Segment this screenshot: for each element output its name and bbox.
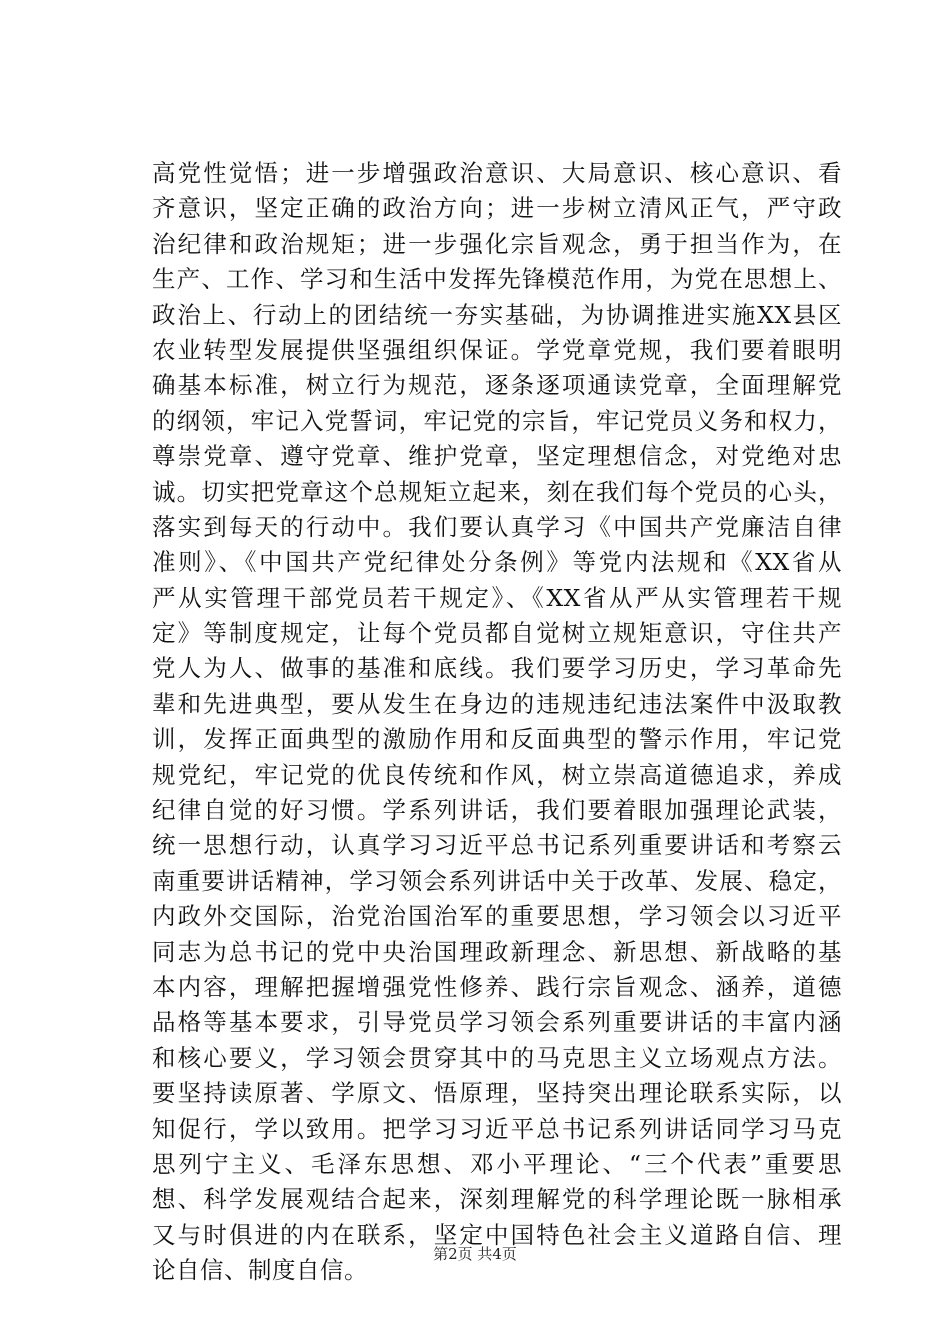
text-line: 本内容，理解把握增强党性修养、践行宗旨观念、涵养，道德 [152,972,842,1001]
text-line: 品格等基本要求，引导党员学习领会系列重要讲话的丰富内涵 [152,1008,842,1037]
text-line: 治纪律和政治规矩；进一步强化宗旨观念，勇于担当作为，在 [152,229,842,258]
page-number-footer: 第2页 共4页 [433,1245,517,1263]
text-line: 生产、工作、学习和生活中发挥先锋模范作用，为党在思想上、 [152,265,842,294]
text-line: 定》等制度规定，让每个党员都自觉树立规矩意识，守住共产 [152,619,842,648]
text-line: 辈和先进典型，要从发生在身边的违规违纪违法案件中汲取教 [152,689,842,718]
text-line: 知促行，学以致用。把学习习近平总书记系列讲话同学习马克 [152,1114,842,1143]
text-line: 的纲领，牢记入党誓词，牢记党的宗旨，牢记党员义务和权力， [152,406,842,435]
text-line: 统一思想行动，认真学习习近平总书记系列重要讲话和考察云 [152,831,842,860]
text-line: 农业转型发展提供坚强组织保证。学党章党规，我们要着眼明 [152,335,842,364]
text-line-last: 论自信、制度自信。 [152,1256,368,1285]
text-line: 训，发挥正面典型的激励作用和反面典型的警示作用，牢记党 [152,725,842,754]
text-line: 严从实管理干部党员若干规定》、《XX省从严从实管理若干规 [152,583,842,612]
text-line: 尊崇党章、遵守党章、维护党章，坚定理想信念，对党绝对忠 [152,442,842,471]
text-line: 思列宁主义、毛泽东思想、邓小平理论、“三个代表”重要思 [152,1149,842,1178]
text-line: 想、科学发展观结合起来，深刻理解党的科学理论既一脉相承 [152,1185,842,1214]
text-line: 诚。切实把党章这个总规矩立起来，刻在我们每个党员的心头， [152,477,842,506]
text-line: 纪律自觉的好习惯。学系列讲话，我们要着眼加强理论武装， [152,796,842,825]
text-line: 准则》、《中国共产党纪律处分条例》等党内法规和《XX省从 [152,548,842,577]
text-line: 政治上、行动上的团结统一夯实基础，为协调推进实施XX县区 [152,300,842,329]
text-line: 确基本标准，树立行为规范，逐条逐项通读党章，全面理解党 [152,371,842,400]
text-line: 南重要讲话精神，学习领会系列讲话中关于改革、发展、稳定， [152,866,842,895]
text-line: 同志为总书记的党中央治国理政新理念、新思想、新战略的基 [152,937,842,966]
text-line: 高党性觉悟；进一步增强政治意识、大局意识、核心意识、看 [152,159,842,187]
text-line: 落实到每天的行动中。我们要认真学习《中国共产党廉洁自律 [152,512,842,541]
text-line: 又与时俱进的内在联系，坚定中国特色社会主义道路自信、理 [152,1220,842,1249]
text-line: 齐意识，坚定正确的政治方向；进一步树立清风正气，严守政 [152,194,842,223]
text-line: 和核心要义，学习领会贯穿其中的马克思主义立场观点方法。 [152,1043,842,1072]
text-line: 内政外交国际，治党治国治军的重要思想，学习领会以习近平 [152,902,842,931]
text-line: 要坚持读原著、学原文、悟原理，坚持突出理论联系实际，以 [152,1079,842,1108]
body-paragraph [152,156,842,1289]
text-line: 规党纪，牢记党的优良传统和作风，树立崇高道德追求，养成 [152,760,842,789]
text-line: 党人为人、做事的基准和底线。我们要学习历史，学习革命先 [152,654,842,683]
